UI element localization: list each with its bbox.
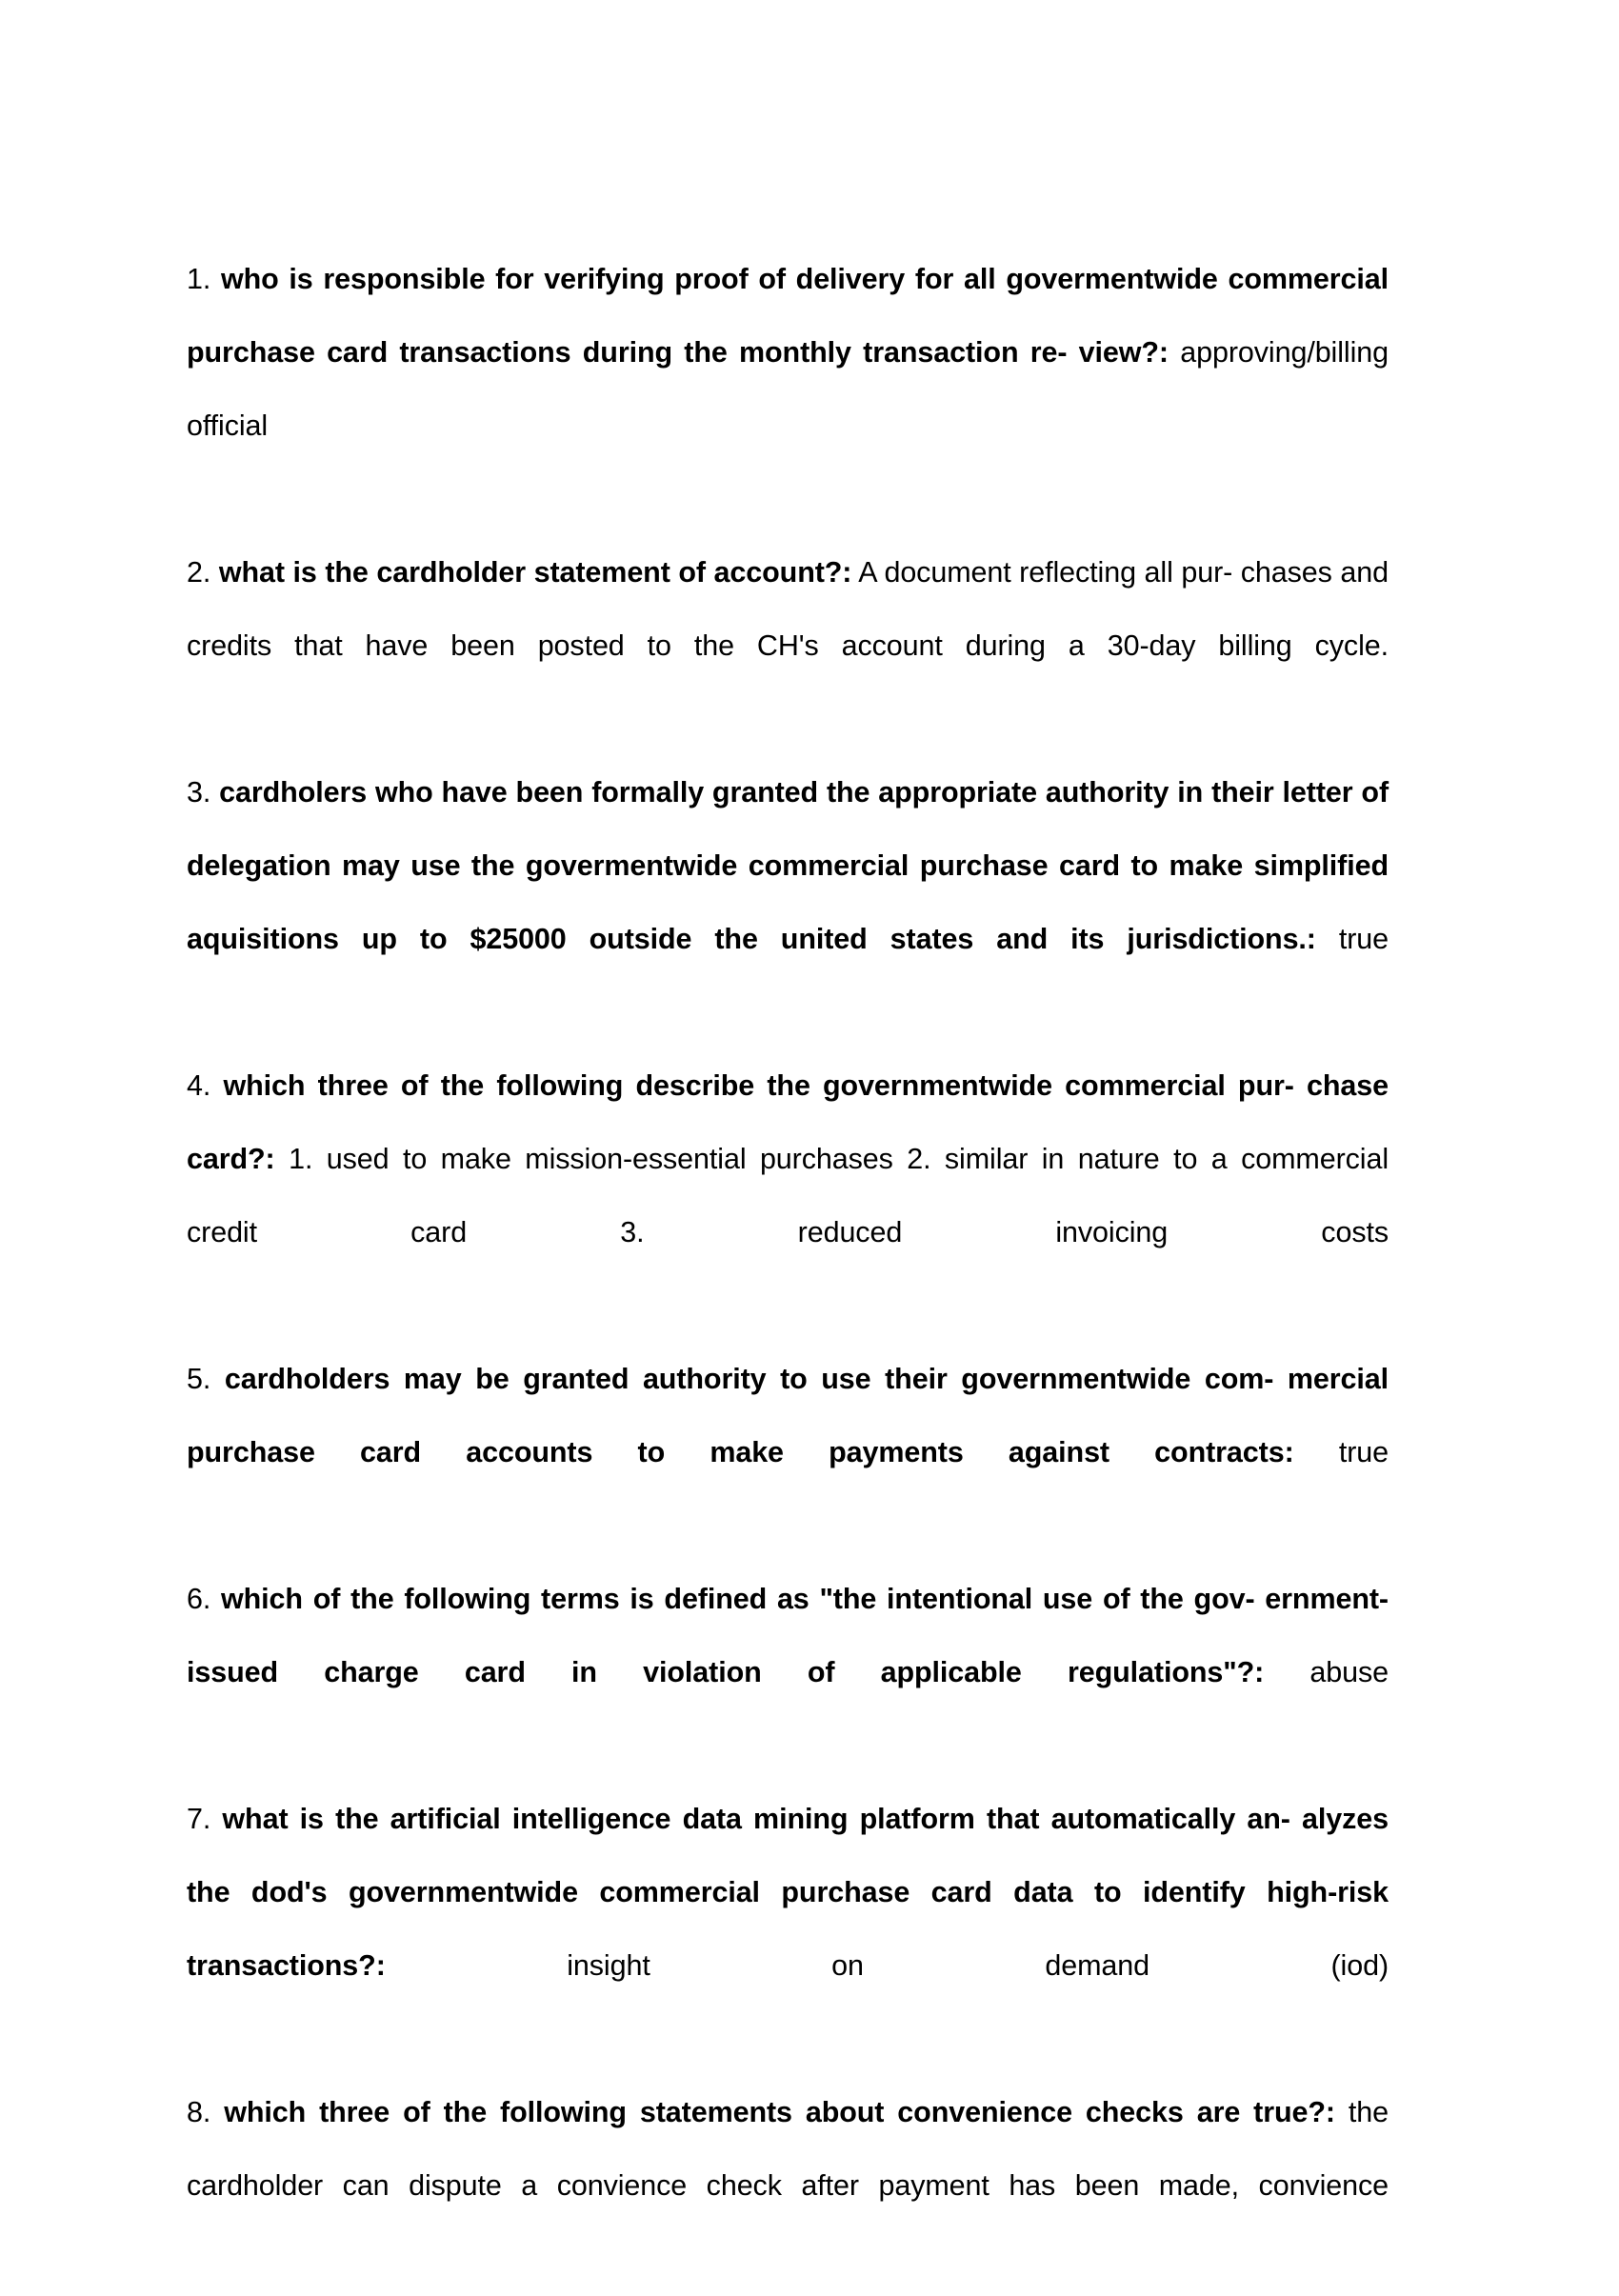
qa-answer-5: true: [1338, 1436, 1389, 1468]
qa-number-3: 3.: [187, 776, 211, 809]
qa-answer-3: true: [1338, 923, 1389, 955]
qa-number-2: 2.: [187, 556, 211, 589]
qa-question-4: which three of the following describe the governmentwide commercial pur- chase card?:: [187, 1069, 1389, 1175]
qa-number-7: 7.: [187, 1803, 211, 1835]
qa-item-8: [187, 2076, 1389, 2296]
qa-answer-1: approving/billing official: [187, 336, 1389, 442]
qa-question-8: which three of the following statements about convenience checks are true?:: [224, 2096, 1335, 2128]
qa-number-6: 6.: [187, 1583, 211, 1615]
qa-number-8: 8.: [187, 2096, 211, 2128]
qa-answer-2: A document reflecting all pur- chases and credits that have been posted to the CH's account during a 30-day billing cycle.: [187, 556, 1389, 662]
qa-question-6: which of the following terms is defined as "the intentional use of the gov- ernment-issued charge card in violation of applicable regulations"?:: [187, 1583, 1389, 1688]
qa-question-7: what is the artificial intelligence data mining platform that automatically an- alyzes the dod's governmentwide commercial purchase card data to identify high-risk transactions?:: [187, 1803, 1389, 1982]
qa-item-4: [187, 1049, 1389, 1343]
qa-answer-7: insight on demand (iod): [567, 1949, 1389, 1982]
qa-question-5: cardholders may be granted authority to use their governmentwide com- mercial purchase card accounts to make payments against contracts:: [187, 1363, 1389, 1468]
qa-number-4: 4.: [187, 1069, 211, 1102]
qa-item-6: [187, 1563, 1389, 1783]
qa-question-3: cardholers who have been formally granted the appropriate authority in their letter of delegation may use the govermentwide commercial purchase card to make simplified aquisitions up to $25000 outside the united states and its jurisdictions.:: [187, 776, 1389, 955]
qa-question-1: who is responsible for verifying proof of delivery for all govermentwide commercial purchase card transactions during the monthly transaction re- view?:: [187, 263, 1389, 369]
qa-item-3: [187, 756, 1389, 1049]
qa-number-5: 5.: [187, 1363, 211, 1395]
qa-answer-4: 1. used to make mission-essential purchases 2. similar in nature to a commercial credit card 3. reduced invoicing costs: [187, 1143, 1389, 1248]
qa-item-5: [187, 1343, 1389, 1563]
qa-list: [187, 243, 1389, 2296]
qa-item-7: [187, 1783, 1389, 2076]
qa-item-1: [187, 243, 1389, 536]
qa-item-2: [187, 536, 1389, 756]
qa-answer-8: the cardholder can dispute a convience check after payment has been made, convience: [187, 2096, 1389, 2202]
qa-question-2: what is the cardholder statement of account?:: [218, 556, 852, 589]
qa-number-1: 1.: [187, 263, 211, 295]
qa-answer-6: abuse: [1309, 1656, 1389, 1688]
